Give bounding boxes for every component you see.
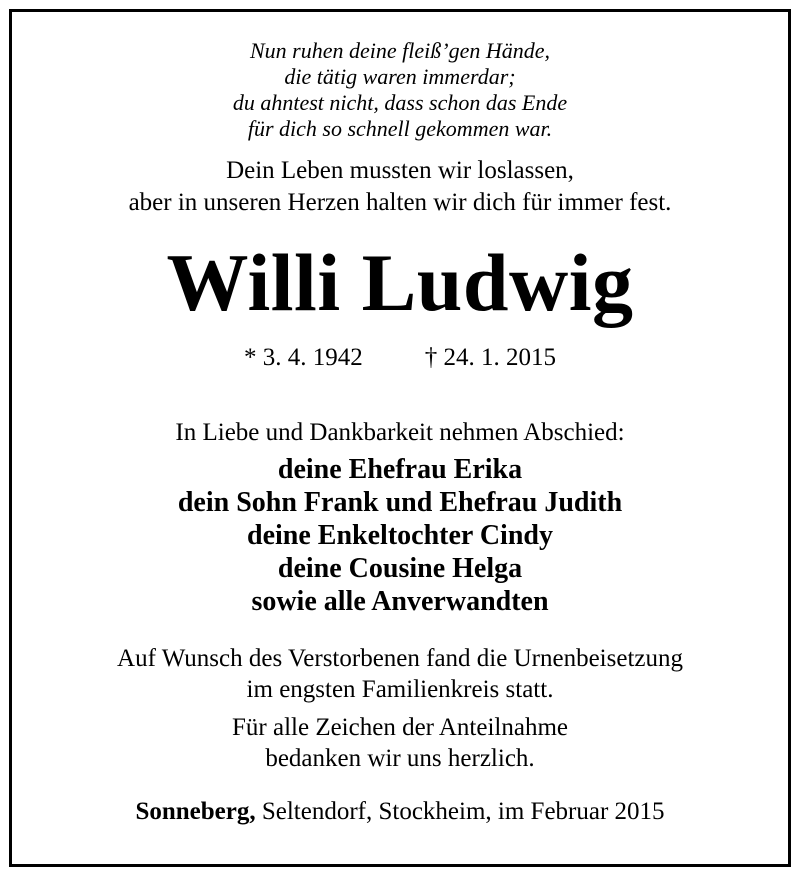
thanks-line: bedanken wir uns herzlich. (265, 745, 535, 772)
thanks-line: Für alle Zeichen der Anteilnahme (232, 714, 568, 741)
burial-note-line: im engsten Familienkreis statt. (246, 676, 554, 703)
mourner-line: deine Ehefrau Erika (277, 454, 523, 485)
mourner-line: deine Cousine Helga (277, 553, 523, 584)
signoff-rest: Seltendorf, Stockheim, im Februar 2015 (255, 798, 665, 825)
farewell-heading: In Liebe und Dankbarkeit nehmen Abschied: (175, 419, 625, 446)
mourner-line: deine Enkeltochter Cindy (247, 520, 553, 551)
poem-line: die tätig waren immerdar; (284, 64, 516, 89)
intro-line: aber in unseren Herzen halten wir dich für immer fest. (128, 189, 672, 216)
intro-line: Dein Leben mussten wir loslassen, (226, 157, 574, 184)
signoff (0, 799, 800, 824)
life-dates (0, 345, 800, 370)
poem-line: für dich so schnell gekommen war. (247, 116, 553, 141)
burial-note-line: Auf Wunsch des Verstorbenen fand die Urnenbeisetzung (117, 645, 683, 672)
death-date: † 24. 1. 2015 (424, 344, 556, 371)
deceased-name: Willi Ludwig (166, 237, 634, 328)
mourner-line: dein Sohn Frank und Ehefrau Judith (177, 487, 623, 518)
signoff-place: Sonneberg, (135, 798, 256, 825)
poem-line: du ahntest nicht, dass schon das Ende (232, 90, 568, 115)
birth-date: * 3. 4. 1942 (244, 344, 363, 371)
mourner-line: sowie alle Anverwandten (251, 586, 549, 617)
poem-line: Nun ruhen deine fleiß’gen Hände, (250, 38, 550, 63)
